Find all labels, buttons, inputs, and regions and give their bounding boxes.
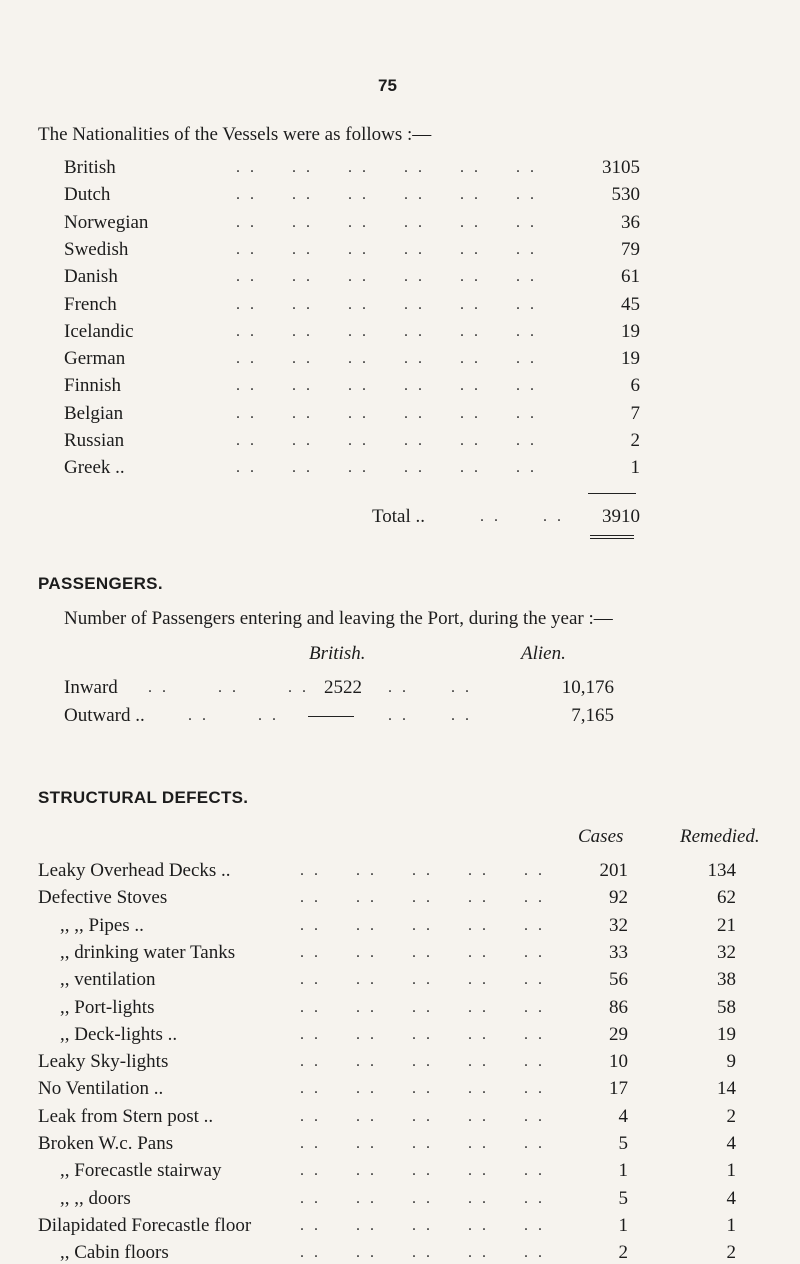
defect-leader-dots: . . . . . . . . . .	[300, 1189, 545, 1207]
defect-label: ,, Deck-lights ..	[60, 1023, 178, 1045]
defect-remedied: 2	[726, 1242, 736, 1264]
defect-leader-dots: . . . . . . . . . .	[300, 1053, 545, 1071]
defect-remedied: 62	[717, 887, 736, 909]
nationality-count: 61	[621, 266, 640, 288]
defect-remedied: 4	[726, 1133, 736, 1154]
passenger-dots-inward-2: . . . .	[388, 679, 472, 696]
nationality-leader-dots: . . . . . . . . . . . .	[236, 432, 537, 449]
passenger-dots-outward-2: . . . .	[388, 707, 472, 724]
nationality-name: Norwegian	[64, 211, 149, 233]
total-value: 3910	[602, 506, 640, 527]
defect-leader-dots: . . . . . . . . . .	[300, 889, 545, 907]
defect-leader-dots: . . . . . . . . . .	[300, 916, 545, 934]
passenger-label-inward: Inward	[64, 677, 118, 698]
defect-label: Leaky Sky-lights	[38, 1051, 169, 1073]
nationality-count: 530	[611, 184, 640, 206]
nationality-leader-dots: . . . . . . . . . . . .	[236, 459, 537, 477]
nationality-name: Finnish	[64, 375, 122, 397]
defect-label: No Ventilation ..	[38, 1078, 164, 1100]
defect-cases: 1	[618, 1160, 628, 1182]
nationality-name: German	[64, 348, 126, 370]
nationality-count: 36	[621, 211, 640, 233]
passenger-alien-outward: 7,165	[571, 705, 614, 726]
defect-remedied: 9	[726, 1051, 736, 1073]
defect-label: ,, Port-lights	[60, 996, 155, 1018]
nationalities-intro: The Nationalities of the Vessels were as follows :—	[38, 124, 432, 145]
defect-cases: 5	[618, 1133, 628, 1154]
nationality-name: Greek ..	[64, 457, 125, 479]
nationality-leader-dots: . . . . . . . . . . . .	[236, 213, 537, 231]
nationality-leader-dots: . . . . . . . . . . . .	[236, 159, 537, 176]
total-rule-top	[588, 493, 636, 494]
structural-defects-heading: STRUCTURAL DEFECTS.	[38, 788, 249, 807]
defect-cases: 29	[609, 1023, 628, 1045]
defect-leader-dots: . . . . . . . . . .	[300, 1244, 545, 1262]
nationality-leader-dots: . . . . . . . . . . . .	[236, 268, 537, 286]
defect-cases: 4	[618, 1105, 628, 1127]
defect-cases: 201	[599, 860, 628, 881]
passenger-dots-outward: . . . .	[188, 707, 279, 724]
col-alien: Alien.	[521, 643, 566, 664]
defect-leader-dots: . . . . . . . . . .	[300, 862, 545, 879]
total-rule-bottom	[590, 535, 634, 536]
defect-cases: 17	[609, 1078, 628, 1100]
defect-remedied: 58	[717, 996, 736, 1018]
nationality-leader-dots: . . . . . . . . . . . .	[236, 404, 537, 422]
defect-label: Broken W.c. Pans	[38, 1133, 174, 1154]
nationality-leader-dots: . . . . . . . . . . . .	[236, 186, 537, 204]
defect-remedied: 2	[726, 1105, 736, 1127]
defect-leader-dots: . . . . . . . . . .	[300, 998, 545, 1016]
nationality-name: Dutch	[64, 184, 111, 206]
nationality-name: Russian	[64, 430, 125, 451]
defect-remedied: 38	[717, 969, 736, 991]
defect-remedied: 21	[717, 914, 736, 936]
nationality-name: Belgian	[64, 402, 124, 424]
defect-label: Dilapidated Forecastle floor	[38, 1214, 252, 1236]
col-remedied: Remedied.	[680, 826, 760, 847]
defect-cases: 10	[609, 1051, 628, 1073]
defect-leader-dots: . . . . . . . . . .	[300, 1162, 545, 1180]
defect-label: ,, Cabin floors	[60, 1242, 169, 1264]
col-british: British.	[309, 643, 366, 664]
passengers-heading: PASSENGERS.	[38, 574, 163, 593]
defect-cases: 92	[609, 887, 628, 909]
defect-leader-dots: . . . . . . . . . .	[300, 1080, 545, 1098]
defect-label: Leaky Overhead Decks ..	[38, 860, 231, 881]
defect-label: Defective Stoves	[38, 887, 168, 909]
nationality-count: 3105	[602, 157, 640, 178]
defect-leader-dots: . . . . . . . . . .	[300, 971, 545, 989]
total-dots: . . . .	[480, 508, 564, 525]
nationality-leader-dots: . . . . . . . . . . . .	[236, 377, 537, 395]
nationality-count: 1	[630, 457, 640, 479]
passengers-intro: Number of Passengers entering and leaving the Port, during the year :—	[64, 608, 613, 629]
nationality-count: 79	[621, 238, 640, 260]
total-rule-bottom-2	[590, 538, 634, 539]
defect-leader-dots: . . . . . . . . . .	[300, 1025, 545, 1043]
defect-remedied: 19	[717, 1023, 736, 1045]
nationality-count: 45	[621, 293, 640, 315]
nationality-name: Danish	[64, 266, 118, 288]
nationality-name: Swedish	[64, 238, 129, 260]
defect-cases: 2	[618, 1242, 628, 1264]
nationality-count: 2	[630, 430, 640, 451]
defect-remedied: 4	[726, 1187, 736, 1209]
defect-leader-dots: . . . . . . . . . .	[300, 1216, 545, 1234]
defect-cases: 5	[618, 1187, 628, 1209]
nationality-leader-dots: . . . . . . . . . . . .	[236, 322, 537, 340]
passenger-label-outward: Outward ..	[64, 705, 145, 726]
defect-cases: 33	[609, 941, 628, 963]
nationality-name: British	[64, 157, 116, 178]
defect-remedied: 14	[717, 1078, 736, 1100]
nationality-count: 19	[621, 320, 640, 342]
nationality-count: 7	[630, 402, 640, 424]
passenger-british-inward: 2522	[324, 677, 362, 698]
passenger-dots-inward: . . . . . .	[148, 679, 309, 696]
nationality-leader-dots: . . . . . . . . . . . .	[236, 350, 537, 368]
defect-remedied: 32	[717, 941, 736, 963]
nationality-name: Icelandic	[64, 320, 134, 342]
defect-remedied: 1	[726, 1214, 736, 1236]
nationality-name: French	[64, 293, 117, 315]
nationality-leader-dots: . . . . . . . . . . . .	[236, 295, 537, 313]
passenger-alien-inward: 10,176	[561, 677, 614, 698]
defect-label: ,, ventilation	[60, 969, 156, 991]
defect-label: Leak from Stern post ..	[38, 1105, 214, 1127]
defect-remedied: 1	[726, 1160, 736, 1182]
defect-cases: 1	[618, 1214, 628, 1236]
nationality-leader-dots: . . . . . . . . . . . .	[236, 240, 537, 258]
defect-leader-dots: . . . . . . . . . .	[300, 943, 545, 961]
defect-leader-dots: . . . . . . . . . .	[300, 1107, 545, 1125]
nationality-count: 6	[630, 375, 640, 397]
defect-label: ,, drinking water Tanks	[60, 941, 236, 963]
passenger-british-outward-dash	[308, 705, 354, 727]
defect-remedied: 134	[707, 860, 736, 881]
nationality-count: 19	[621, 348, 640, 370]
total-label: Total ..	[372, 506, 426, 527]
defect-label: ,, ,, Pipes ..	[60, 914, 144, 936]
defect-leader-dots: . . . . . . . . . .	[300, 1135, 545, 1152]
defect-cases: 32	[609, 914, 628, 936]
defect-label: ,, ,, doors	[60, 1187, 131, 1209]
defect-cases: 86	[609, 996, 628, 1018]
defect-label: ,, Forecastle stairway	[60, 1160, 222, 1182]
col-cases: Cases	[578, 826, 624, 847]
page-number: 75	[378, 76, 397, 95]
defect-cases: 56	[609, 969, 628, 991]
